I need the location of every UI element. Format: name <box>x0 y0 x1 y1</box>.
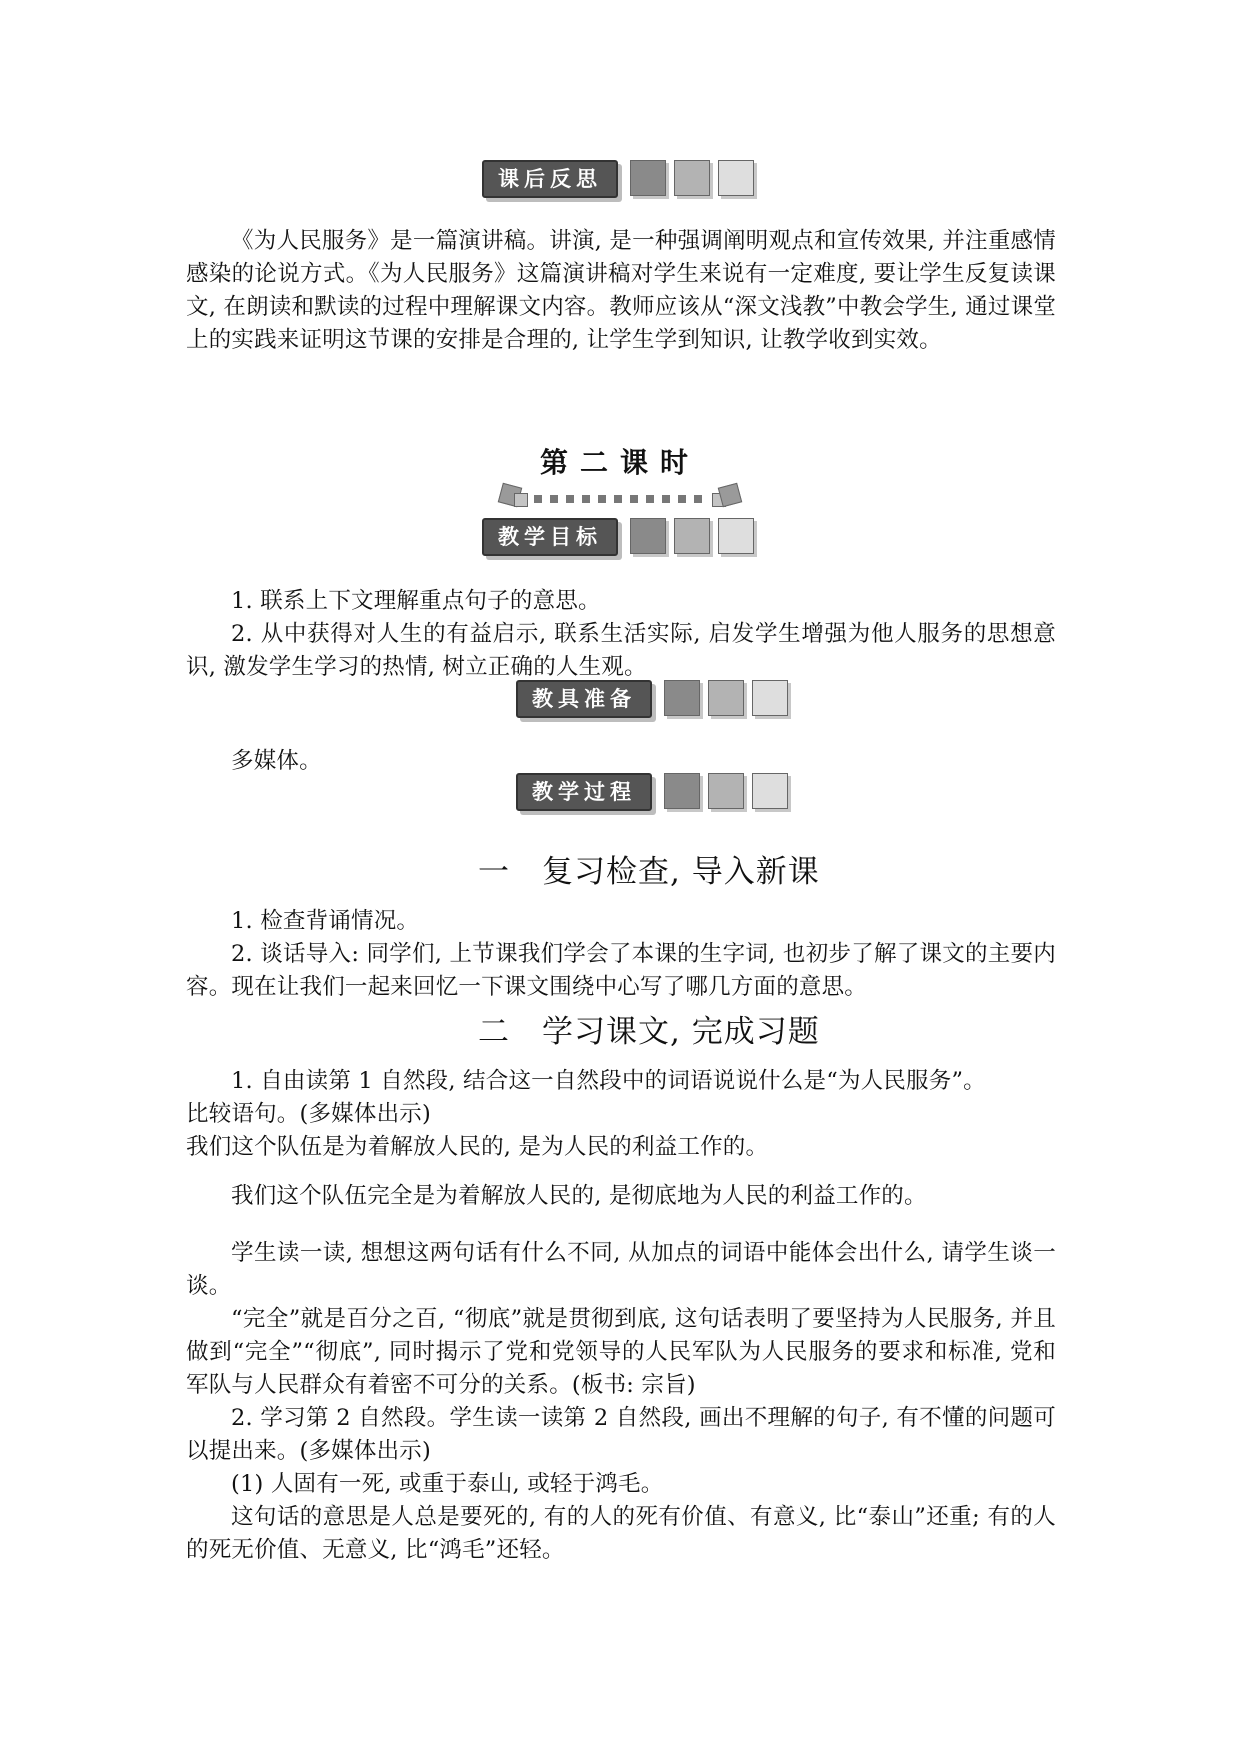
section-tag-label: 教学过程 <box>516 773 652 811</box>
tag-decor-square <box>674 518 710 554</box>
study-paragraph: 这句话的意思是人总是要死的, 有的人的死有价值、有意义, 比“泰山”还重; 有的人的死无价值、无意义, 比“鸿毛”还轻。 <box>186 1504 1056 1563</box>
section-tag-label: 教具准备 <box>516 680 652 718</box>
study-paragraph: 学生读一读, 想想这两句话有什么不同, 从加点的词语中能体会出什么, 请学生谈一谈。 <box>186 1240 1056 1299</box>
lesson-heading <box>490 445 750 513</box>
lesson-title-decor <box>490 483 750 513</box>
tag-decor-square <box>630 160 666 196</box>
tag-decor-square <box>718 160 754 196</box>
section-tag-label: 教学目标 <box>482 518 618 556</box>
reflection-paragraph: 《为人民服务》是一篇演讲稿。讲演, 是一种强调阐明观点和宣传效果, 并注重感情感染的论说方式。《为人民服务》这篇演讲稿对学生来说有一定难度, 要让学生反复读课文, 在朗读和默读的过程中理解课文内容。教师应该从“深文浅教”中教会学生, 通过课堂上的实践来证明这节课的安排是合理的, 让学生学到知识, 让教学收到实效。 <box>186 228 1057 353</box>
section-tag-label: 课后反思 <box>482 160 618 198</box>
review-item: 2. 谈话导入: 同学们, 上节课我们学会了本课的生字词, 也初步了解了课文的主要内容。现在让我们一起来回忆一下课文围绕中心写了哪几方面的意思。 <box>186 941 1056 1000</box>
tag-decor-square <box>630 518 666 554</box>
tag-decor-square <box>752 773 788 809</box>
tag-decor-square <box>708 773 744 809</box>
study-paragraph: “完全”就是百分之百, “彻底”就是贯彻到底, 这句话表明了要坚持为人民服务, 并且做到“完全”“彻底”, 同时揭示了党和党领导的人民军队为人民服务的要求和标准, 党和军队与人民群众有着密不可分的关系。(板书: 宗旨) <box>186 1306 1056 1398</box>
section-heading-review: 一 复习检查, 导入新课 <box>478 854 820 890</box>
tag-decor-square <box>718 518 754 554</box>
review-item: 1. 检查背诵情况。 <box>231 908 420 934</box>
study-paragraph: (1) 人固有一死, 或重于泰山, 或轻于鸿毛。 <box>231 1471 664 1497</box>
lesson-title: 第二课时 <box>539 446 700 479</box>
tag-decor-square <box>752 680 788 716</box>
section-tag-reflection <box>482 160 754 200</box>
tag-decor-square <box>708 680 744 716</box>
section-tag-objectives <box>482 518 754 558</box>
tag-decor-square <box>664 680 700 716</box>
tag-decor-square <box>664 773 700 809</box>
study-paragraph: 1. 自由读第 1 自然段, 结合这一自然段中的词语说说什么是“为人民服务”。 比较语句。(多媒体出示) 我们这个队伍是为着解放人民的, 是为人民的利益工作的。 <box>186 1068 986 1160</box>
section-tag-tools <box>516 680 788 720</box>
tools-paragraph: 多媒体。 <box>231 748 322 774</box>
tag-decor-square <box>674 160 710 196</box>
objective-item: 1. 联系上下文理解重点句子的意思。 <box>231 588 601 614</box>
comparison-sentence: 我们这个队伍完全是为着解放人民的, 是彻底地为人民的利益工作的。 <box>231 1183 927 1209</box>
objective-item: 2. 从中获得对人生的有益启示, 联系生活实际, 启发学生增强为他人服务的思想意识, 激发学生学习的热情, 树立正确的人生观。 <box>186 621 1056 680</box>
section-tag-process <box>516 773 788 813</box>
section-heading-study: 二 学习课文, 完成习题 <box>478 1014 820 1050</box>
study-paragraph: 2. 学习第 2 自然段。学生读一读第 2 自然段, 画出不理解的句子, 有不懂的问题可以提出来。(多媒体出示) <box>186 1405 1056 1464</box>
